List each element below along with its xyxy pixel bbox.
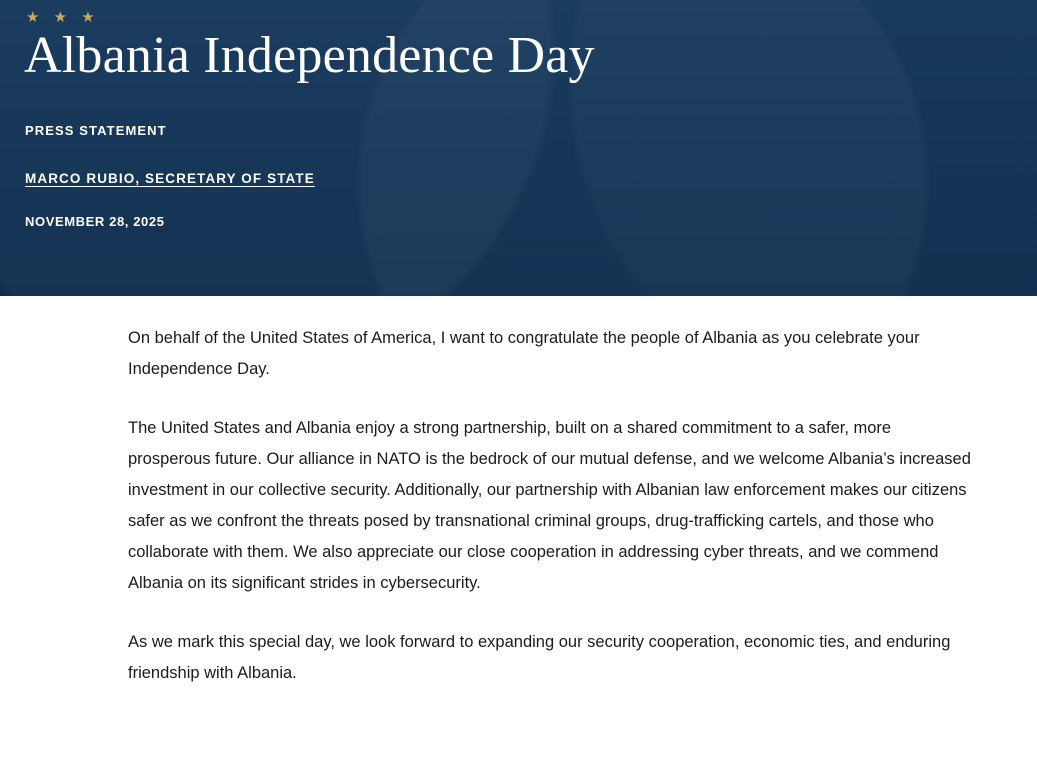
body-paragraph: The United States and Albania enjoy a strong partnership, built on a shared commitment to a safer, more prosperous future. Our alliance in NATO is the bedrock of our mutual defense, and we welcome Albania’s increased investment in our collective security. Additionally, our partnership with Albanian law enforcement makes our citizens safer as we confront the threats posed by transnational criminal groups, drug-trafficking cartels, and those who collaborate with them. We also appreciate our close cooperation in addressing cyber threats, and we commend Albania on its significant strides in cybersecurity. bbox=[128, 419, 971, 592]
content-type-label: PRESS STATEMENT bbox=[25, 123, 167, 138]
article-body bbox=[0, 296, 1037, 689]
body-paragraph: As we mark this special day, we look forward to expanding our security cooperation, economic ties, and enduring friendship with Albania. bbox=[128, 633, 951, 682]
body-paragraph: On behalf of the United States of America, I want to congratulate the people of Albania as you celebrate your Independence Day. bbox=[128, 329, 920, 378]
author-link[interactable]: MARCO RUBIO, SECRETARY OF STATE bbox=[25, 171, 315, 186]
three-stars-icon: ★ ★ ★ bbox=[26, 9, 100, 26]
hero-banner bbox=[0, 0, 1037, 296]
publish-date: NOVEMBER 28, 2025 bbox=[25, 214, 165, 229]
page-title: Albania Independence Day bbox=[24, 27, 595, 84]
